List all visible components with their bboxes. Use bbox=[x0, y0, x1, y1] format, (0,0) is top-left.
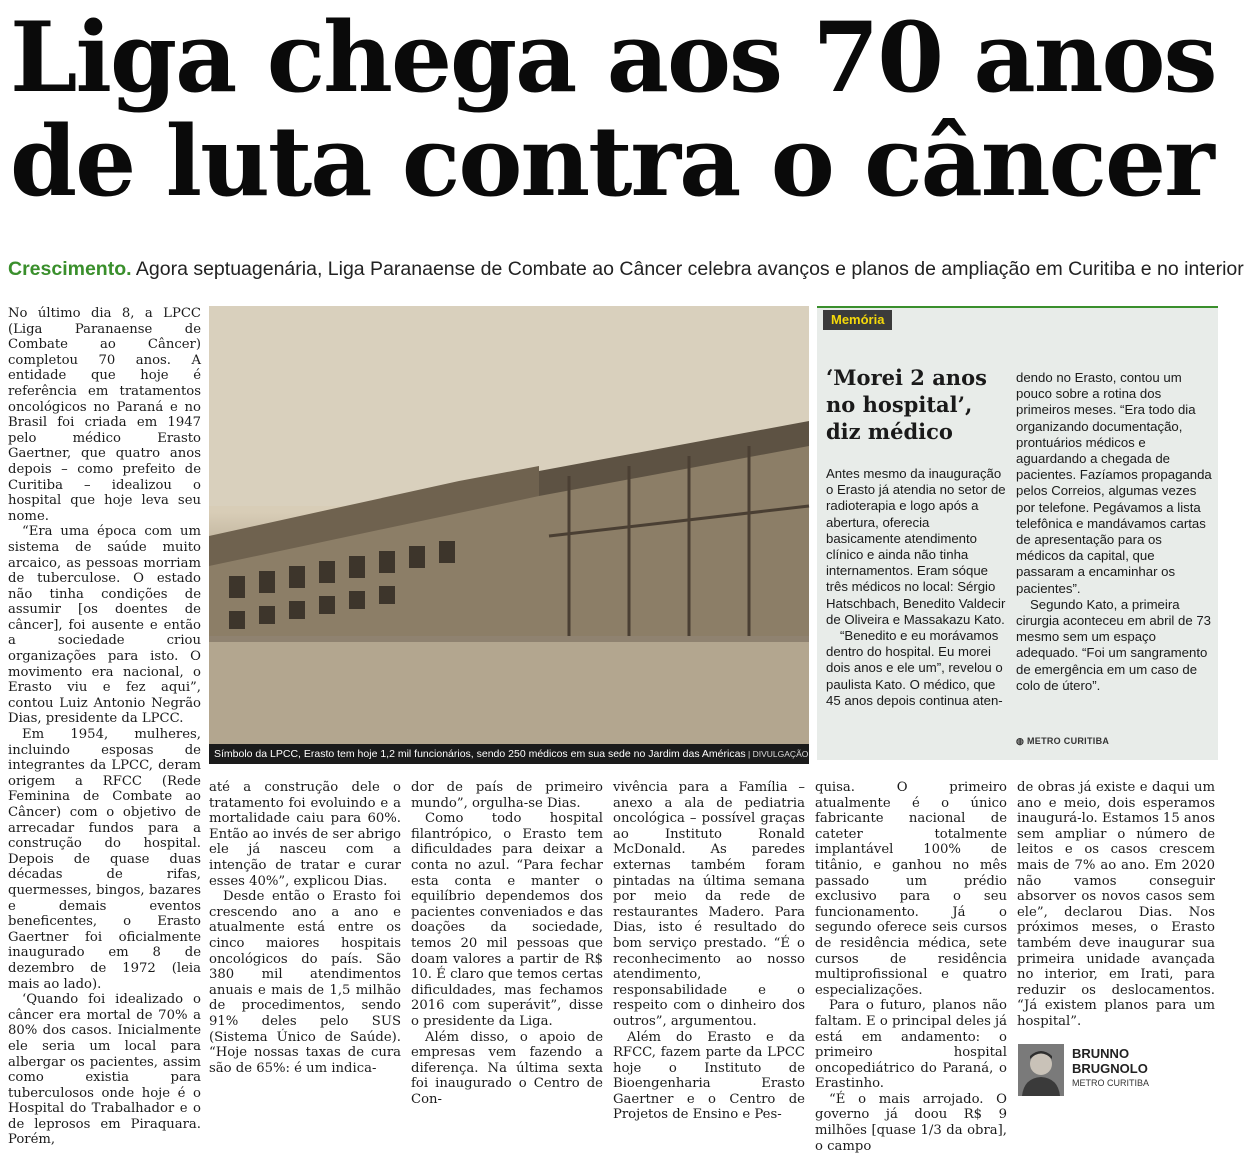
paragraph: Além do Erasto e da RFCC, fazem parte da LPCC hoje o Instituto de Bioengenharia Erasto Gaertner e o Centro de Projetos de Ensino e Pes- bbox=[613, 1029, 805, 1123]
headline-line-2: de luta contra o câncer bbox=[10, 105, 1213, 218]
sidebar-column-2 bbox=[1016, 370, 1212, 734]
author-portrait-icon bbox=[1018, 1044, 1064, 1096]
paragraph: Segundo Kato, a primeira cirurgia aconteceu em abril de 73 mesmo sem um espaço adequado. “Foi um sangramento de emergência em um caso de colo de útero”. bbox=[1016, 596, 1211, 693]
section-tag: Memória bbox=[823, 310, 892, 330]
subheadline bbox=[8, 256, 1244, 282]
photo-credit: | DIVULGAÇÃO bbox=[745, 749, 809, 759]
paragraph: Antes mesmo da inauguração o Erasto já atendia no setor de radioterapia e logo após a abertura, oferecia basicamente atendimento clínico e ainda não tinha internamentos. Eram sóque três médicos no local: Sérgio Hatschbach, Benedito Valdecir de Oliveira e Massakazu Kato. bbox=[826, 466, 1006, 627]
paragraph: dendo no Erasto, contou um pouco sobre a rotina dos primeiros meses. “Era todo dia organizando documentação, prontuários médicos e aguardando a chegada de pacientes. Fazíamos propaganda pelos Correios, algumas vezes por telefone. Pegávamos a lista telefônica e mandávamos cartas de apresentação para os médicos da capital, que passaram a encaminhar os pacientes”. bbox=[1016, 370, 1212, 596]
paragraph: ‘Quando foi idealizado o câncer era mortal de 70% a 80% dos casos. Inicialmente ele seria um local para albergar os pacientes, assim como existia para tuberculosos onde hoje é o Hospital do Trabalhador e o de leprosos em Piraquara. Porém, bbox=[8, 992, 201, 1148]
paragraph: Para o futuro, planos não faltam. E o principal deles já está em andamento: o primeiro hospital oncopediátrico do Paraná, o Erastinho. bbox=[815, 998, 1007, 1092]
paragraph: quisa. O primeiro atualmente é o único fabricante nacional de cateter totalmente implantável 100% de titânio, e ganhou no mês passado um prédio exclusivo para o seu funcionamento. Já o segundo oferece seis cursos de residência médica, sete cursos de residência multiprofissional e quatro especializações. bbox=[815, 780, 1007, 998]
article-column-6 bbox=[1017, 780, 1215, 1038]
paragraph: até a construção dele o tratamento foi evoluindo e a mortalidade caiu para 60%. Então ao invés de ser abrigo ele já nasceu com a intenção de tratar e curar esses 40%”, explicou Dias. bbox=[209, 780, 401, 889]
paragraph: No último dia 8, a LPCC (Liga Paranaense de Combate ao Câncer) completou 70 anos. A entidade que hoje é referência em tratamentos oncológicos no Paraná e no Brasil foi criada em 1947 pelo médico Erasto Gaertner, que quatro anos depois – como prefeito de Curitiba – idealizou o hospital que hoje leva seu nome. bbox=[8, 306, 201, 524]
paragraph: Como todo hospital filantrópico, o Erasto tem dificuldades para deixar a conta no azul. “Para fechar esta conta e manter o equilíbrio dependemos dos pacientes conveniados e das doações da sociedade, temos 20 mil pessoas que doam valores a partir de R$ 10. É claro que temos certas dificuldades, mas fechamos 2016 com superávit”, disse o presidente da Liga. bbox=[411, 811, 603, 1029]
paragraph: Em 1954, mulheres, incluindo esposas de integrantes da LPCC, deram origem a RFCC (Rede Feminina de Combate ao Câncer) com o objetivo de arrecadar fundos para a construção do hospital. Depois de quase duas décadas de rifas, quermesses, bingos, bazares e demais eventos beneficentes, o Erasto Gaertner foi oficialmente inaugurado em 8 de dezembro de 1972 (leia mais ao lado). bbox=[8, 727, 201, 992]
hospital-building-illustration bbox=[209, 306, 809, 764]
paragraph: Além disso, o apoio de empresas vem fazendo a diferença. Na última sexta foi inaugurado o Centro de Con- bbox=[411, 1029, 603, 1107]
article-column-5 bbox=[815, 780, 1007, 1154]
sidebar-title: ‘Morei 2 anos no hospital’, diz médico bbox=[826, 365, 987, 444]
metro-signature bbox=[1016, 736, 1109, 747]
paragraph: dor de país de primeiro mundo”, orgulha-se Dias. bbox=[411, 780, 603, 811]
paragraph: vivência para a Família – anexo a ala de pediatria oncológica – possível graças ao Instituto Ronald McDonald. As paredes externas também foram pintadas na última semana por meio da rede de restaurantes Madero. Para Dias, isto é resultado do bom serviço prestado. “É o reconhecimento ao nosso atendimento, responsabilidade e o respeito com o dinheiro dos outros”, argumentou. bbox=[613, 780, 805, 1029]
subheadline-text: Agora septuagenária, Liga Paranaense de Combate ao Câncer celebra avanços e planos de ampliação em Curitiba e no interior bbox=[131, 258, 1244, 280]
headline bbox=[10, 1, 1216, 218]
paragraph: de obras já existe e daqui um ano e meio, dois esperamos inaugurá-lo. Estamos 15 anos sem ampliar o número de leitos e os casos crescem mais de 7% ao ano. Em 2020 não vamos conseguir absorver os novos casos sem ele”, declarou Dias. Nos próximos meses, o Erasto também deve inaugurar sua primeira unidade avançada no interior, em Irati, para reduzir os deslocamentos. “Já existem planos para um hospital”. bbox=[1017, 780, 1215, 1029]
metro-logo-icon: ◍ bbox=[1016, 736, 1027, 746]
photo-caption-text: Símbolo da LPCC, Erasto tem hoje 1,2 mil funcionários, sendo 250 médicos em sua sede no Jardim das Américas bbox=[214, 748, 746, 760]
author-organization: METRO CURITIBA bbox=[1072, 1078, 1150, 1088]
paragraph: Desde então o Erasto foi crescendo ano a ano e atualmente está entre os cinco maiores hospitais oncológicos do país. São 380 mil atendimentos anuais e mais de 1,5 milhão de procedimentos, sendo 91% deles pelo SUS (Sistema Único de Saúde). “Hoje nossas taxas de cura são de 65%: é um indica- bbox=[209, 889, 401, 1076]
subheadline-kicker: Crescimento. bbox=[8, 258, 132, 280]
headline-line-1: Liga chega aos 70 anos bbox=[10, 1, 1216, 114]
article-column-2 bbox=[209, 780, 401, 1108]
paragraph: “Era uma época com um sistema de saúde muito arcaico, as pessoas morriam de tuberculose. O estado não tinha condições de assumir [os doentes de câncer], foi ausente e então a sociedade criou organizações para isto. O movimento era nacional, o Erasto viu e fez aqui”, contou Luiz Antonio Negrão Dias, presidente da LPCC. bbox=[8, 524, 201, 727]
hospital-photo bbox=[209, 306, 809, 764]
author-name: BRUNNO BRUGNOLO bbox=[1072, 1046, 1148, 1076]
article-column-3 bbox=[411, 780, 603, 1108]
author-byline bbox=[1018, 1044, 1218, 1104]
metro-signature-text: METRO CURITIBA bbox=[1026, 736, 1110, 746]
paragraph: “Benedito e eu morávamos dentro do hospital. Eu morei dois anos e ele um”, revelou o paulista Kato. O médico, que 45 anos depois continua aten- bbox=[826, 628, 1003, 708]
article-column-4 bbox=[613, 780, 805, 1123]
avatar bbox=[1018, 1044, 1064, 1096]
article-column-1 bbox=[8, 306, 201, 1148]
photo-caption bbox=[209, 744, 809, 764]
paragraph: “É o mais arrojado. O governo já doou R$ 9 milhões [quase 1/3 da obra], o campo bbox=[815, 1091, 1007, 1154]
sidebar-column-1 bbox=[826, 466, 1006, 754]
